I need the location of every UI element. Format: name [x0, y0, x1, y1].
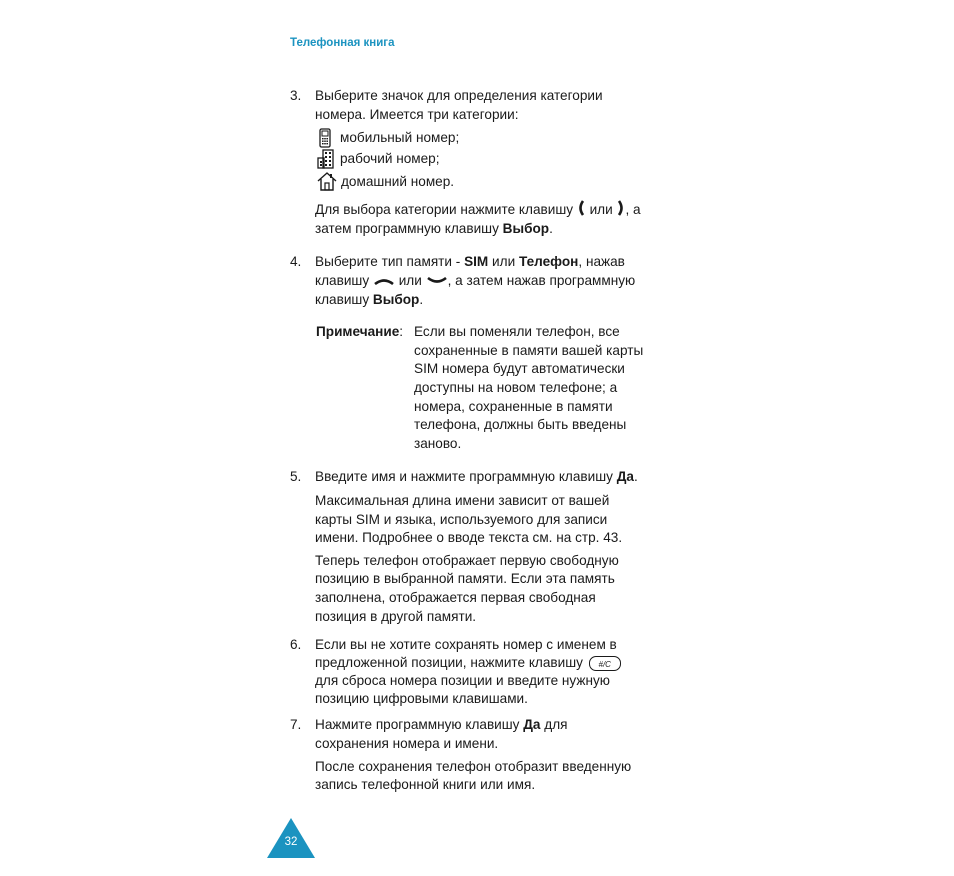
category-work: рабочий номер;	[340, 151, 440, 166]
note-line: доступны на новом телефоне; а	[414, 380, 618, 395]
text: .	[633, 469, 638, 484]
step-text: После сохранения телефон отобразит введенную	[315, 759, 632, 774]
step-text: позицию цифровыми клавишами.	[315, 691, 528, 706]
step-text: заполнена, отображается первая свободная	[315, 590, 596, 605]
text: .	[549, 221, 553, 236]
text: для	[540, 717, 568, 732]
note-colon: :	[399, 324, 404, 339]
step-text: позиция в другой памяти.	[315, 609, 477, 624]
note-label-text: Примечание	[316, 324, 400, 339]
note-line: номера, сохраненные в памяти	[414, 399, 613, 414]
text: клавишу	[315, 273, 370, 288]
note-label	[316, 322, 403, 341]
text: .	[419, 292, 424, 307]
text: клавишу	[315, 292, 373, 307]
note-line: телефона, должны быть введены	[414, 417, 627, 432]
text: Выберите тип памяти -	[315, 254, 465, 269]
text: , нажав	[578, 254, 625, 269]
left-key-icon	[577, 200, 586, 221]
office-building-icon	[316, 149, 336, 174]
step-text	[315, 467, 638, 486]
text: или	[398, 273, 422, 288]
step-number: 6.	[290, 637, 302, 652]
step-text: Теперь телефон отображает первую свободную	[315, 553, 619, 568]
bold-text: Выбор	[372, 292, 420, 307]
step-text	[315, 271, 635, 291]
step-text: сохранения номера и имени.	[315, 736, 499, 751]
step-text	[315, 219, 553, 238]
text: или	[488, 254, 519, 269]
step-text: номера. Имеется три категории:	[315, 107, 519, 122]
step-text: для сброса номера позиции и введите нужную	[315, 673, 610, 688]
note-line: SIM номера будут автоматически	[414, 361, 625, 376]
step-text: Если вы не хотите сохранять номер с именем в	[315, 637, 617, 652]
bold-text: SIM	[464, 254, 489, 269]
step-text: запись телефонной книги или имя.	[315, 777, 536, 792]
note-line: заново.	[414, 436, 462, 451]
note-line: Если вы поменяли телефон, все	[414, 324, 620, 339]
text: предложенной позиции, нажмите клавишу	[315, 655, 583, 670]
step-text	[315, 653, 621, 672]
step-text: Выберите значок для определения категории	[315, 88, 603, 103]
category-mobile: мобильный номер;	[340, 130, 460, 145]
category-home: домашний номер.	[341, 174, 455, 189]
page-number: 32	[284, 836, 298, 848]
step-text: Максимальная длина имени зависит от вашей	[315, 493, 610, 508]
text: или	[589, 202, 613, 218]
step-text	[315, 715, 568, 734]
up-key-icon	[373, 272, 395, 291]
clear-key-label: #/C	[598, 659, 611, 669]
text: затем программную клавишу	[315, 221, 499, 236]
text: Введите имя и нажмите программную клавишу	[315, 469, 617, 484]
page-header: Телефонная книга	[290, 37, 395, 49]
down-key-icon	[426, 272, 448, 291]
text: Для выбора категории нажмите клавишу	[315, 202, 574, 218]
step-text	[315, 290, 423, 309]
note-line: сохраненные в памяти вашей карты	[414, 343, 644, 358]
text: Нажмите программную клавишу	[315, 717, 524, 732]
clear-key-icon	[589, 656, 621, 671]
bold-text: Выбор	[502, 221, 550, 236]
bold-text: Телефон	[518, 254, 579, 269]
step-number: 3.	[290, 88, 302, 103]
step-text: карты SIM и языка, используемого для записи	[315, 512, 608, 527]
step-text: имени. Подробнее о вводе текста см. на стр. 43.	[315, 530, 623, 545]
bold-text: Да	[616, 469, 634, 484]
text: , а затем нажав программную	[447, 273, 636, 288]
bold-text: Да	[523, 717, 541, 732]
step-number: 5.	[290, 469, 302, 484]
step-number: 4.	[290, 254, 302, 269]
step-text	[315, 200, 641, 221]
home-icon	[317, 172, 337, 196]
step-number: 7.	[290, 717, 302, 732]
text: , а	[625, 202, 641, 218]
step-text	[315, 252, 625, 271]
step-text: позицию в выбранной памяти. Если эта память	[315, 571, 615, 586]
